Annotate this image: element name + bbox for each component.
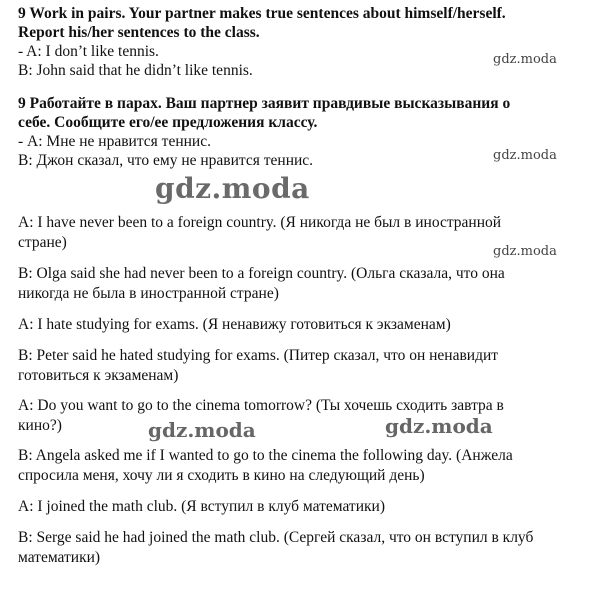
answer-8-line-2: математики): [18, 549, 101, 566]
answer-4-line-1: B: Peter said he hated studying for exams. (Питер сказал, что он ненавидит: [18, 347, 499, 364]
task-title-ru: 9 Работайте в парах. Ваш партнер заявит правдивые высказывания о: [18, 95, 511, 112]
watermark-medium: gdz.moda: [385, 414, 493, 438]
watermark-large: gdz.moda: [155, 172, 310, 205]
example-b-ru: В: Джон сказал, что ему не нравится теннис.: [18, 152, 314, 169]
answer-1-line-2: стране): [18, 234, 67, 251]
task-title-en-cont: Report his/her sentences to the class.: [18, 24, 260, 41]
answer-6-line-1: B: Angela asked me if I wanted to go to the cinema the following day. (Анжела: [18, 447, 513, 464]
answer-7-line-1: A: I joined the math club. (Я вступил в клуб математики): [18, 498, 385, 515]
example-a-ru: - А: Мне не нравится теннис.: [18, 133, 211, 150]
answer-6-line-2: спросила меня, хочу ли я сходить в кино на следующий день): [18, 467, 425, 484]
example-a-en: - A: I don’t like tennis.: [18, 43, 159, 60]
answer-2-line-2: никогда не была в иностранной стране): [18, 285, 279, 302]
watermark-small: gdz.moda: [493, 244, 557, 259]
answer-2-line-1: B: Olga said she had never been to a foreign country. (Ольга сказала, что она: [18, 265, 505, 282]
watermark-small: gdz.moda: [493, 148, 557, 163]
answer-1-line-1: A: I have never been to a foreign country. (Я никогда не был в иностранной: [18, 214, 502, 231]
task-title-ru-cont: себе. Сообщите его/ее предложения классу.: [18, 114, 318, 131]
answer-3-line-1: A: I hate studying for exams. (Я ненавижу готовиться к экзаменам): [18, 316, 451, 333]
task-title-en: 9 Work in pairs. Your partner makes true sentences about himself/herself.: [18, 5, 506, 22]
example-b-en: B: John said that he didn’t like tennis.: [18, 62, 253, 79]
answer-5-line-2: кино?): [18, 417, 62, 434]
answer-5-line-1: A: Do you want to go to the cinema tomorrow? (Ты хочешь сходить завтра в: [18, 397, 504, 414]
answer-8-line-1: B: Serge said he had joined the math club. (Сергей сказал, что он вступил в клуб: [18, 529, 534, 546]
answer-4-line-2: готовиться к экзаменам): [18, 367, 179, 384]
watermark-small: gdz.moda: [493, 52, 557, 67]
watermark-medium: gdz.moda: [148, 418, 256, 442]
